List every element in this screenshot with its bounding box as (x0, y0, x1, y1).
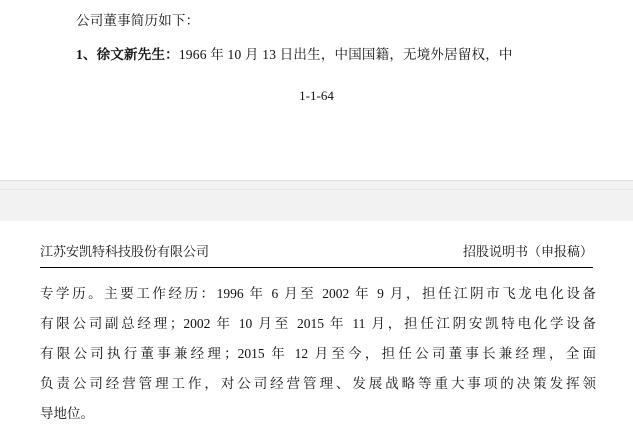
header-document-type: 招股说明书（申报稿） (462, 244, 593, 259)
page-header (40, 241, 593, 260)
director-name: 1、徐文新先生： (76, 47, 179, 62)
header-divider (40, 267, 593, 268)
director-detail: 1966 年 10 月 13 日出生，中国国籍，无境外居留权，中 (178, 47, 513, 62)
body-line: 导地位。 (40, 406, 94, 421)
director-entry-paragraph (76, 40, 562, 70)
body-line: 专学历。主要工作经历：1996 年 6 月至 2002 年 9 月，担任江阴市飞龙电化设备 (40, 286, 596, 301)
page-separator (0, 180, 633, 222)
page-fragment-top (0, 0, 633, 180)
page-number: 1-1-64 (299, 88, 334, 103)
page-fragment-bottom (0, 221, 633, 437)
body-line: 负责公司经营管理工作，对公司经营管理、发展战略等重大事项的决策发挥领 (40, 376, 596, 391)
intro-paragraph: 公司董事简历如下： (76, 13, 200, 28)
body-line: 有限公司副总经理；2002 年 10 月至 2015 年 11 月，担任江阴安凯特电化学设备 (40, 316, 596, 331)
body-line: 有限公司执行董事兼经理；2015 年 12 月至今，担任公司董事长兼经理，全面 (40, 346, 596, 361)
page-separator-line (0, 189, 633, 190)
body-paragraph (40, 279, 596, 429)
header-company-name: 江苏安凯特科技股份有限公司 (40, 244, 210, 259)
